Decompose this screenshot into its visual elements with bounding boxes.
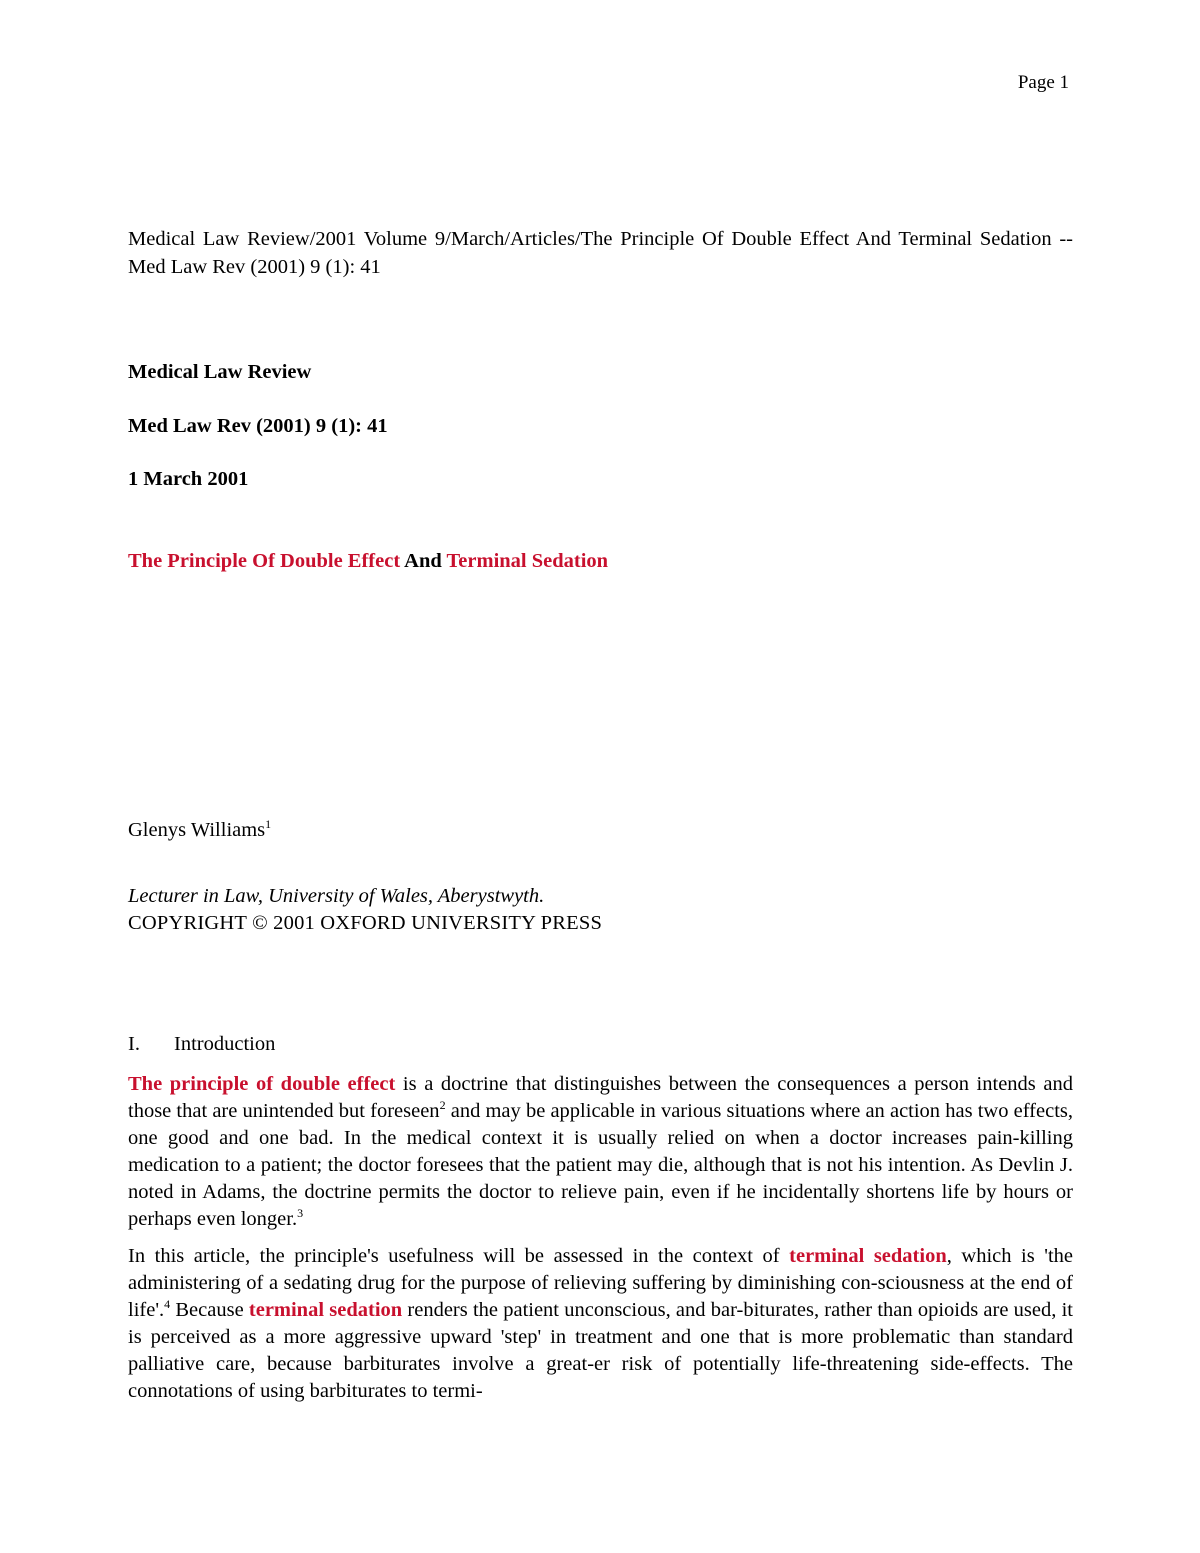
- author-footnote-ref[interactable]: 1: [265, 817, 272, 831]
- copyright-notice: COPYRIGHT © 2001 OXFORD UNIVERSITY PRESS: [128, 912, 603, 934]
- journal-name: Medical Law Review: [128, 361, 312, 383]
- author: [128, 817, 271, 842]
- footnote-ref[interactable]: 4: [164, 1297, 171, 1311]
- paragraph-text: is a doctrine that distinguishes between the consequences a person intends and those that are unintended but foreseen: [128, 1073, 1073, 1122]
- section-heading: [128, 1033, 275, 1056]
- search-hit: terminal sedation: [789, 1245, 947, 1267]
- section-title: Introduction: [174, 1033, 276, 1055]
- article-body: [128, 1071, 1073, 1415]
- publication-date: 1 March 2001: [128, 468, 249, 490]
- title-highlight-1: The Principle Of Double Effect: [128, 550, 401, 572]
- author-affiliation: Lecturer in Law, University of Wales, Aberystwyth.: [128, 885, 545, 907]
- section-number: I.: [128, 1033, 140, 1055]
- search-hit: The principle of double effect: [128, 1073, 396, 1095]
- citation-line: Medical Law Review/2001 Volume 9/March/Articles/The Principle Of Double Effect And Terminal Sedation -- Med Law Rev (2001) 9 (1): 41: [128, 228, 1073, 278]
- article-title: [128, 550, 608, 573]
- author-name: Glenys Williams: [128, 819, 266, 841]
- footnote-ref[interactable]: 2: [439, 1098, 446, 1112]
- page-number: Page 1: [1017, 72, 1069, 93]
- title-joiner: And: [400, 550, 447, 572]
- search-hit: terminal sedation: [248, 1299, 403, 1321]
- paragraph-text: and may be applicable in various situations where an action has two effects, one good and one bad. In the medical context it is usually relied on when a doctor increases pain-killing medication to a patient; the doctor foresees that the patient may die, although that is not his intention. As Devlin J. noted in Adams, the doctrine permits the doctor to relieve pain, even if he incidentally shortens life by hours or perhaps even longer.: [128, 1100, 1073, 1230]
- title-highlight-2: Terminal Sedation: [446, 550, 609, 572]
- paragraph-text: Because: [170, 1299, 249, 1321]
- paragraph-text: In this article, the principle's usefulness will be assessed in the context of: [128, 1245, 790, 1267]
- paragraph-2: [128, 1243, 1073, 1405]
- paragraph-1: [128, 1071, 1073, 1233]
- paragraph-text: , which is 'the administering of a sedating drug for the purpose of relieving suffering by diminishing con-sciousness at the end of life'.: [128, 1245, 1073, 1321]
- paragraph-text: renders the patient unconscious, and bar-biturates, rather than opioids are used, it is perceived as a more aggressive upward 'step' in treatment and one that is more problematic than standard palliative care, because barbiturates involve a great-er risk of potentially life-threatening side-effects. The connotations of using barbiturates to termi-: [128, 1299, 1073, 1402]
- journal-reference: Med Law Rev (2001) 9 (1): 41: [128, 415, 388, 437]
- footnote-ref[interactable]: 3: [297, 1206, 304, 1220]
